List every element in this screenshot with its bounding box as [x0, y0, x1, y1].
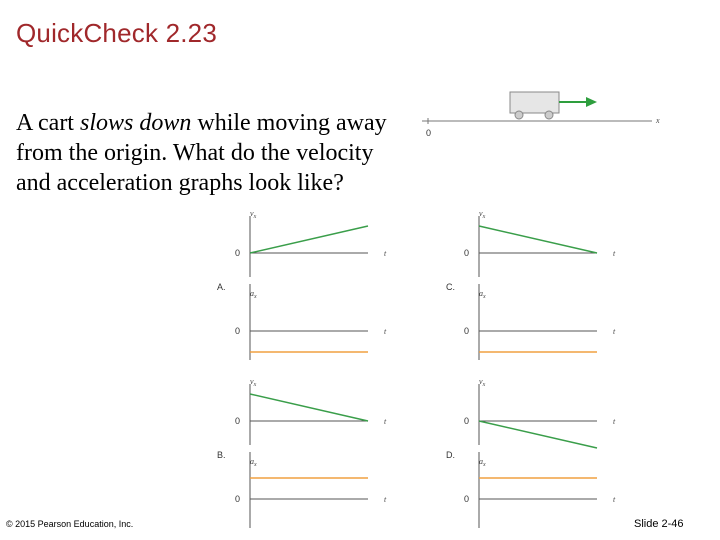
option-a-v-axis-label: $v_x$ — [250, 209, 257, 220]
option-d-v-axis-label: $v_x$ — [479, 377, 486, 388]
question-part-1: A cart — [16, 110, 80, 136]
option-a-label: A. — [217, 282, 226, 292]
option-d-label: D. — [446, 450, 455, 460]
option-c-v-t-label: t — [613, 249, 616, 258]
option-b-a-zero-label: 0 — [235, 494, 241, 504]
option-d-v-zero-label: 0 — [464, 416, 470, 426]
option-b-v-axis-label: $v_x$ — [250, 377, 257, 388]
copyright-notice: © 2015 Pearson Education, Inc. — [6, 519, 134, 529]
option-b-a-axis-label: $a_x$ — [250, 457, 257, 468]
option-b-a-t-label: t — [384, 495, 387, 504]
option-a-a-axis-label: $a_x$ — [250, 289, 257, 300]
option-c-label: C. — [446, 282, 455, 292]
question-part-2: while moving away from the origin. What do the velocity and acceleration graphs look like? — [16, 110, 387, 196]
option-a-a-t-label: t — [384, 327, 387, 336]
option-b-label: B. — [217, 450, 226, 460]
option-c-velocity-line — [479, 226, 597, 253]
option-d-v-t-label: t — [613, 417, 616, 426]
option-d-a-axis-label: $a_x$ — [479, 457, 486, 468]
question-emphasis: slows down — [79, 110, 192, 136]
option-b-velocity-line — [250, 394, 368, 421]
option-d-a-zero-label: 0 — [464, 494, 470, 504]
option-c-a-t-label: t — [613, 327, 616, 336]
slide-title: QuickCheck 2.23 — [16, 18, 217, 48]
option-b-v-t-label: t — [384, 417, 387, 426]
option-a-v-zero-label: 0 — [235, 248, 241, 258]
cart-origin-label: 0 — [426, 128, 432, 138]
option-a-a-zero-label: 0 — [235, 326, 241, 336]
option-c-a-axis-label: $a_x$ — [479, 289, 486, 300]
option-a-v-t-label: t — [384, 249, 387, 258]
option-d-a-t-label: t — [613, 495, 616, 504]
option-b-v-zero-label: 0 — [235, 416, 241, 426]
option-a-velocity-line — [250, 226, 368, 253]
option-c-v-axis-label: $v_x$ — [479, 209, 486, 220]
slide-number: Slide 2-46 — [634, 518, 684, 530]
option-c-v-zero-label: 0 — [464, 248, 470, 258]
option-c-a-zero-label: 0 — [464, 326, 470, 336]
option-d-velocity-line — [479, 421, 597, 448]
cart-axis-label: x — [656, 116, 660, 125]
